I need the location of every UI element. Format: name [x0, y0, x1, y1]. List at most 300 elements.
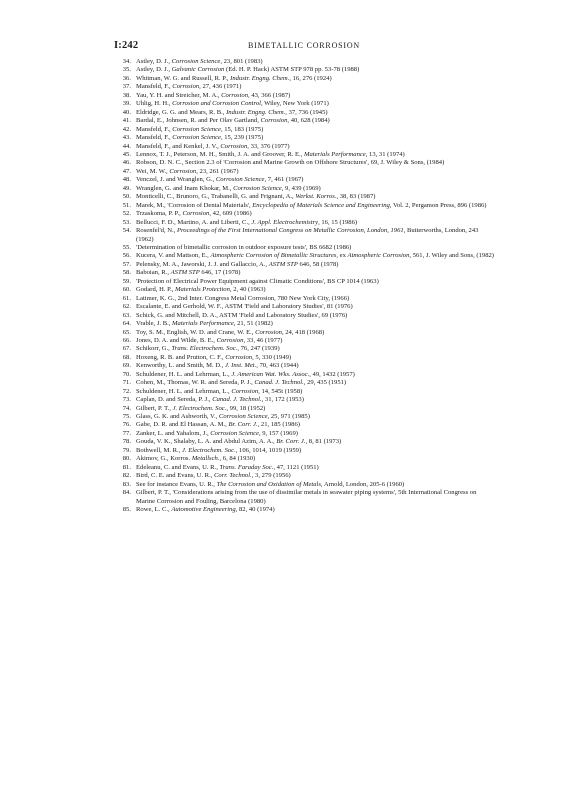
reference-source-title: Proceedings of the First International Congress on Metallic Corrosion, London, 1961: [176, 227, 404, 235]
reference-source-title: Metallsch.: [191, 455, 220, 463]
reference-text-segment: Mansfeld, F.,: [136, 134, 173, 142]
reference-text-segment: Latimer, K. G., 2nd Inter. Congress Metal Corrosion, 780 New York City, (1966): [136, 294, 350, 302]
reference-number: 76.: [122, 421, 131, 429]
reference-text: [136, 227, 496, 244]
reference-number: 60.: [122, 286, 131, 294]
reference-number: 62.: [122, 303, 131, 311]
reference-text: [136, 210, 496, 218]
reference-text-segment: Mansfeld, F.,: [136, 83, 173, 91]
reference-source-title: J. Appl. Electrochemistry: [251, 218, 319, 226]
reference-number: 82.: [122, 472, 131, 480]
reference-source-title: J. Electrochem. Soc.: [172, 404, 227, 412]
reference-text-segment: Bellucci, F. D., Martino, A. and Liberti, C.,: [136, 218, 252, 226]
reference-number: 38.: [122, 91, 131, 99]
reference-text-segment: Bothwell, M. R.,: [136, 446, 182, 454]
reference-text: [136, 354, 496, 362]
reference-text-segment: , 13, 31 (1974): [365, 150, 405, 158]
reference-number: 51.: [122, 201, 131, 209]
reference-source-title: Corrosion Science: [218, 413, 268, 421]
reference-item: [114, 430, 496, 438]
reference-text-segment: Gilbert, P. T., 'Considerations arising from the use of dissimilar metals in seawater piping systems', 5th International Congress on Marine Corrosion and Fouling, Barcelona (1980): [136, 489, 477, 505]
reference-source-title: Br. Corr. J.: [276, 438, 306, 446]
reference-text: [136, 295, 496, 303]
reference-text-segment: Schuldener, H. L. and Lehrman, L.,: [136, 387, 232, 395]
reference-text-segment: Bird, C. E. and Evans, U. R.,: [136, 472, 215, 480]
reference-text-segment: , 14, 545t (1958): [258, 387, 303, 395]
reference-source-title: Canad. J. Technol.: [254, 379, 304, 387]
reference-text: [136, 455, 496, 463]
reference-text-segment: Wranglen, G. and Inam Khokar, M.,: [136, 184, 234, 192]
reference-source-title: Trans. Faraday Soc.: [219, 463, 274, 471]
reference-item: [114, 117, 496, 125]
reference-number: 43.: [122, 134, 131, 142]
reference-number: 84.: [122, 489, 131, 497]
reference-number: 58.: [122, 269, 131, 277]
reference-text: [136, 92, 496, 100]
reference-text-segment: 'Determination of bimetallic corrosion in outdoor exposure tests', BS 6682 (1986): [136, 243, 352, 251]
reference-text-segment: Uhlig, H. H.,: [136, 100, 173, 108]
reference-text: [136, 168, 496, 176]
page-header: [114, 40, 494, 54]
reference-text-segment: Gouda, V. K., Shalaby, L. A. and Abdul Azim, A. A.,: [136, 438, 277, 446]
reference-text-segment: , 33, 46 (1977): [243, 336, 283, 344]
reference-text-segment: , Arnold, London, 205-6 (1960): [320, 480, 405, 488]
reference-text-segment: , 5, 330 (1949): [252, 353, 292, 361]
reference-text-segment: Trzaskoma, P. P.,: [136, 210, 183, 218]
reference-number: 56.: [122, 252, 131, 260]
reference-item: [114, 210, 496, 218]
reference-source-title: J. Inst. Met.: [224, 362, 257, 370]
reference-source-title: Automotive Engineering: [171, 506, 236, 514]
reference-source-title: Galvanic Corrosion: [171, 66, 225, 74]
reference-item: [114, 371, 496, 379]
reference-item: [114, 295, 496, 303]
reference-number: 46.: [122, 159, 131, 167]
reference-item: [114, 472, 496, 480]
reference-text: [136, 320, 496, 328]
reference-text: [136, 66, 496, 74]
reference-text-segment: , 21, 51 (1982): [233, 320, 273, 328]
reference-number: 53.: [122, 218, 131, 226]
reference-text-segment: Rosenfel'd, N.,: [136, 227, 177, 235]
reference-source-title: Atmospheric Corrosion of Bimetallic Structures: [210, 252, 337, 260]
reference-item: [114, 58, 496, 66]
reference-text-segment: , 27, 436 (1971): [199, 83, 242, 91]
reference-text-segment: , 40, 628 (1984): [287, 117, 330, 125]
reference-number: 41.: [122, 117, 131, 125]
reference-source-title: Corrosion and Corrosion Control: [172, 100, 261, 108]
reference-item: [114, 396, 496, 404]
reference-text-segment: Mansfeld, F.,: [136, 125, 173, 133]
reference-text: [136, 489, 496, 506]
reference-number: 64.: [122, 320, 131, 328]
reference-number: 69.: [122, 362, 131, 370]
reference-number: 63.: [122, 311, 131, 319]
reference-source-title: Canad. J. Technol.: [212, 396, 262, 404]
reference-source-title: Corrosion: [182, 210, 210, 218]
reference-text: [136, 126, 496, 134]
reference-text-segment: Baboian, R.,: [136, 269, 171, 277]
reference-item: [114, 134, 496, 142]
reference-item: [114, 447, 496, 455]
reference-number: 34.: [122, 58, 131, 65]
reference-item: [114, 489, 496, 506]
reference-text-segment: Schikorr, G.,: [136, 345, 172, 353]
reference-text-segment: Godard, H. P.,: [136, 286, 176, 294]
reference-text-segment: Caplan, D. and Sereda, P. J.,: [136, 396, 213, 404]
reference-text-segment: Rowe, L. C.,: [136, 506, 172, 514]
reference-text-segment: Monticelli, C., Brunoro, G., Trabanelli, G. and Frignani, A.,: [136, 193, 296, 201]
reference-item: [114, 481, 496, 489]
reference-text-segment: Glass, G. K. and Ashworth, V.,: [136, 413, 219, 421]
reference-source-title: Corrosion Science: [210, 429, 259, 437]
reference-item: [114, 337, 496, 345]
reference-source-title: J. Electrochem. Soc.: [181, 446, 236, 454]
reference-text-segment: 646, 58 (1978): [297, 260, 339, 268]
reference-number: 73.: [122, 396, 131, 404]
reference-text: [136, 261, 496, 269]
reference-text-segment: , 9, 439 (1969): [281, 184, 321, 192]
reference-text-segment: Hoxeng, R. B. and Prutton, C. F.,: [136, 353, 226, 361]
reference-text: [136, 405, 496, 413]
reference-text: [136, 244, 496, 252]
reference-number: 49.: [122, 184, 131, 192]
reference-text-segment: Pelensky, M. A., Jaworski, J. J. and Gallaccio, A.,: [136, 260, 269, 268]
reference-text-segment: , 29, 435 (1951): [303, 379, 347, 387]
reference-item: [114, 362, 496, 370]
reference-text-segment: , 25, 971 (1985): [267, 413, 310, 421]
reference-text-segment: See for instance Evans, U. R.,: [136, 480, 217, 488]
reference-text: [136, 472, 496, 480]
reference-source-title: Corrosion Science: [233, 184, 282, 192]
reference-text: [136, 185, 496, 193]
reference-number: 74.: [122, 404, 131, 412]
reference-number: 37.: [122, 83, 131, 91]
reference-source-title: Materials Protection: [175, 286, 230, 294]
reference-text: [136, 219, 496, 227]
reference-text-segment: , 76, 247 (1939): [237, 345, 280, 353]
reference-item: [114, 354, 496, 362]
reference-item: [114, 506, 496, 514]
reference-item: [114, 219, 496, 227]
reference-number: 55.: [122, 243, 131, 251]
reference-source-title: Werkst. Korros.: [295, 193, 337, 201]
reference-text-segment: , 2, 40 (1963): [229, 286, 266, 294]
reference-text: [136, 58, 496, 66]
reference-text: [136, 159, 496, 167]
reference-source-title: Atmospheric Corrosion: [347, 252, 410, 260]
reference-text-segment: , 23, 261 (1967): [196, 167, 239, 175]
reference-number: 83.: [122, 480, 131, 488]
reference-number: 70.: [122, 370, 131, 378]
reference-item: [114, 438, 496, 446]
reference-source-title: Corrosion: [225, 353, 253, 361]
reference-source-title: Trans. Electrochem. Soc.: [171, 345, 238, 353]
reference-text-segment: (Ed. H. P. Hack) ASTM STP 978 pp. 53-78 (1988): [224, 66, 360, 74]
reference-text-segment: Kenworthy, L. and Smith, M. D.,: [136, 362, 225, 370]
reference-item: [114, 252, 496, 260]
reference-number: 67.: [122, 345, 131, 353]
reference-text: [136, 413, 496, 421]
reference-item: [114, 379, 496, 387]
reference-list: [114, 58, 496, 514]
reference-text-segment: Gabe, D. R. and El Hassan, A. M.,: [136, 421, 229, 429]
reference-source-title: Corrosion: [220, 142, 248, 150]
reference-item: [114, 286, 496, 294]
reference-text-segment: , 15, 183 (1975): [220, 125, 264, 133]
reference-item: [114, 303, 496, 311]
reference-text: [136, 329, 496, 337]
reference-source-title: Corrosion Science: [172, 134, 221, 142]
reference-text: [136, 481, 496, 489]
reference-text-segment: , 31, 172 (1953): [261, 396, 304, 404]
reference-source-title: Corrosion: [255, 328, 282, 336]
reference-text-segment: , 8, 81 (1973): [305, 438, 342, 446]
reference-text-segment: Schuldener, H. L. and Lehrman, L.,: [136, 370, 232, 378]
reference-text-segment: , 6, 84 (1930): [219, 455, 256, 463]
reference-item: [114, 455, 496, 463]
reference-text-segment: Eldridge, G. G. and Mears, R. B.,: [136, 108, 227, 116]
reference-text-segment: , 47, 1121 (1951): [273, 463, 319, 471]
reference-number: 52.: [122, 210, 131, 218]
reference-text: [136, 371, 496, 379]
reference-text: [136, 75, 496, 83]
reference-text-segment: Yau, Y. H. and Streicher, M. A.,: [136, 91, 222, 99]
reference-text: [136, 100, 496, 108]
reference-text: [136, 193, 496, 201]
reference-source-title: Corr. Technol.: [214, 472, 252, 480]
reference-number: 68.: [122, 353, 131, 361]
reference-text-segment: , 16, 15 (1986): [318, 218, 358, 226]
reference-text-segment: Bardal, E., Johnsen, R. and Per Olav Gartland,: [136, 117, 261, 125]
reference-number: 47.: [122, 167, 131, 175]
reference-text: [136, 176, 496, 184]
reference-text-segment: , 82, 40 (1974): [235, 506, 275, 514]
reference-item: [114, 83, 496, 91]
reference-text: [136, 379, 496, 387]
reference-text-segment: Akimov, G., Korros.: [136, 455, 192, 463]
reference-text: [136, 134, 496, 142]
reference-item: [114, 269, 496, 277]
reference-text: [136, 447, 496, 455]
reference-item: [114, 168, 496, 176]
reference-text: [136, 312, 496, 320]
reference-number: 36.: [122, 74, 131, 82]
reference-text-segment: , Butterworths, London, 243 (1962): [136, 227, 479, 243]
reference-text-segment: Mansfeld, F., and Kenkel, J. V.,: [136, 142, 221, 150]
reference-text: [136, 252, 496, 260]
reference-number: 54.: [122, 227, 131, 235]
reference-text-segment: , 15, 239 (1975): [220, 134, 264, 142]
reference-source-title: Corrosion: [260, 117, 288, 125]
reference-item: [114, 227, 496, 244]
reference-item: [114, 159, 496, 167]
page-number: I:242: [114, 40, 139, 51]
reference-text: [136, 396, 496, 404]
reference-number: 65.: [122, 328, 131, 336]
reference-text-segment: Astley, D. J.,: [136, 58, 172, 65]
reference-source-title: ASTM STP: [268, 260, 298, 268]
reference-source-title: Corrosion: [172, 83, 200, 91]
reference-text-segment: , 9, 157 (1969): [258, 429, 298, 437]
reference-number: 45.: [122, 150, 131, 158]
reference-text-segment: , 38, 83 (1987): [336, 193, 376, 201]
reference-text-segment: 'Protection of Electrical Power Equipment against Climatic Conditions', BS CP 1014 (1963): [136, 277, 379, 285]
reference-text-segment: , 3, 279 (1956): [251, 472, 291, 480]
reference-item: [114, 66, 496, 74]
reference-source-title: Corrosion: [221, 91, 249, 99]
reference-source-title: Encyclopedia of Materials Science and Engineering: [252, 201, 390, 209]
reference-text-segment: Astley, D. J.,: [136, 66, 172, 74]
reference-source-title: Materials Performance: [172, 320, 234, 328]
reference-number: 50.: [122, 193, 131, 201]
reference-item: [114, 388, 496, 396]
reference-text: [136, 109, 496, 117]
reference-item: [114, 464, 496, 472]
reference-item: [114, 329, 496, 337]
reference-text-segment: 646, 17 (1978): [199, 269, 241, 277]
reference-text-segment: , Vol. 2, Pergamon Press, 896 (1986): [389, 201, 487, 209]
reference-number: 75.: [122, 413, 131, 421]
reference-text-segment: , 21, 185 (1986): [257, 421, 300, 429]
running-title: BIMETALLIC CORROSION: [247, 41, 361, 50]
reference-item: [114, 345, 496, 353]
reference-text: [136, 269, 496, 277]
reference-number: 72.: [122, 387, 131, 395]
reference-item: [114, 278, 496, 286]
reference-source-title: Industr. Engng. Chem.: [226, 108, 286, 116]
reference-text: [136, 117, 496, 125]
reference-text-segment: Jones, D. A. and Wilde, B. E.,: [136, 336, 217, 344]
reference-text: [136, 143, 496, 151]
reference-item: [114, 92, 496, 100]
reference-text: [136, 430, 496, 438]
reference-item: [114, 312, 496, 320]
reference-text-segment: , 33, 376 (1977): [247, 142, 290, 150]
reference-item: [114, 126, 496, 134]
reference-text-segment: Escalante, E. and Gerhold, W. F., ASTM 'Field and Laboratory Studies', 81 (1976): [136, 303, 353, 311]
reference-text-segment: Zanker, L. and Yahalom, J.,: [136, 429, 211, 437]
reference-number: 59.: [122, 277, 131, 285]
reference-text: [136, 506, 496, 514]
reference-number: 35.: [122, 66, 131, 74]
reference-number: 48.: [122, 176, 131, 184]
reference-text-segment: Venczel, J. and Wranglen, G.,: [136, 176, 216, 184]
reference-text-segment: Wei, M. W.,: [136, 167, 170, 175]
reference-text-segment: , 24, 418 (1968): [281, 328, 325, 336]
reference-text: [136, 151, 496, 159]
reference-item: [114, 75, 496, 83]
reference-number: 66.: [122, 336, 131, 344]
reference-text: [136, 83, 496, 91]
reference-source-title: J. American Wat. Wks. Assoc.: [231, 370, 310, 378]
reference-item: [114, 202, 496, 210]
reference-item: [114, 176, 496, 184]
reference-text-segment: , 43, 366 (1987): [248, 91, 291, 99]
reference-source-title: Corrosion Science: [215, 176, 265, 184]
reference-source-title: Materials Performance: [304, 150, 366, 158]
reference-text-segment: Toy, S. M., English, W. D. and Crane, W. E.,: [136, 328, 256, 336]
reference-item: [114, 320, 496, 328]
reference-item: [114, 100, 496, 108]
reference-item: [114, 413, 496, 421]
reference-number: 77.: [122, 429, 131, 437]
reference-text-segment: Robson, D. N. C., Section 2.3 of 'Corrosion and Marine Growth on Offshore Structures', 69, J. Wiley & Sons, (1984): [136, 159, 445, 167]
reference-number: 40.: [122, 108, 131, 116]
reference-text-segment: Schick, G. and Mitchell, D. A., ASTM 'Field and Laboratory Studies', 69 (1976): [136, 311, 348, 319]
reference-source-title: Corrosion Science: [171, 58, 221, 65]
reference-text-segment: , 99, 18 (1952): [226, 404, 266, 412]
reference-number: 44.: [122, 142, 131, 150]
reference-text-segment: , 7, 461 (1967): [264, 176, 304, 184]
reference-item: [114, 109, 496, 117]
reference-text: [136, 464, 496, 472]
reference-text-segment: Vrable, J. B.,: [136, 320, 173, 328]
reference-number: 85.: [122, 506, 131, 514]
reference-text-segment: , 23, 801 (1983): [220, 58, 263, 65]
reference-item: [114, 185, 496, 193]
reference-source-title: Corrosion Science: [172, 125, 221, 133]
reference-source-title: The Corrosion and Oxidation of Metals: [216, 480, 321, 488]
reference-text-segment: , 561, J. Wiley and Sons, (1982): [409, 252, 495, 260]
reference-text: [136, 303, 496, 311]
reference-source-title: Corrosion: [231, 387, 259, 395]
reference-text-segment: Lennox, T. J., Peterson, M. H., Smith, J. A. and Groover, R. E.,: [136, 150, 304, 158]
reference-source-title: Corrosion: [216, 336, 244, 344]
reference-text: [136, 438, 496, 446]
reference-text-segment: Gilbert, P. T.,: [136, 404, 173, 412]
reference-number: 57.: [122, 260, 131, 268]
reference-source-title: Corrosion: [169, 167, 197, 175]
reference-text-segment: , 16, 276 (1924): [289, 74, 332, 82]
reference-text-segment: Edeleanu, C. and Evans, U. R.,: [136, 463, 220, 471]
reference-number: 61.: [122, 294, 131, 302]
reference-text: [136, 388, 496, 396]
reference-item: [114, 244, 496, 252]
reference-text-segment: , 49, 1432 (1957): [309, 370, 355, 378]
reference-text: [136, 337, 496, 345]
reference-text: [136, 345, 496, 353]
reference-item: [114, 151, 496, 159]
reference-number: 42.: [122, 125, 131, 133]
reference-text: [136, 421, 496, 429]
reference-number: 81.: [122, 463, 131, 471]
reference-item: [114, 261, 496, 269]
reference-text-segment: , 70, 463 (1944): [256, 362, 299, 370]
reference-number: 78.: [122, 438, 131, 446]
reference-text-segment: , 42, 609 (1986): [209, 210, 252, 218]
reference-text-segment: Whitman, W. G. and Russell, R. P.,: [136, 74, 231, 82]
reference-number: 80.: [122, 455, 131, 463]
reference-text: [136, 286, 496, 294]
reference-item: [114, 193, 496, 201]
reference-number: 79.: [122, 446, 131, 454]
reference-number: 71.: [122, 379, 131, 387]
reference-text: [136, 362, 496, 370]
reference-item: [114, 405, 496, 413]
reference-text-segment: , ex: [336, 252, 348, 260]
reference-source-title: Industr. Engng. Chem.: [230, 74, 290, 82]
reference-text-segment: , 106, 1014, 1019 (1959): [235, 446, 302, 454]
reference-text-segment: Cohen, M., Thomas, W. R. and Sereda, P. J.,: [136, 379, 255, 387]
reference-source-title: ASTM STP: [170, 269, 200, 277]
reference-number: 39.: [122, 100, 131, 108]
reference-text-segment: Kucera, V. and Mattson, E.,: [136, 252, 211, 260]
reference-source-title: Br. Corr. J.: [228, 421, 258, 429]
reference-item: [114, 143, 496, 151]
reference-text-segment: , Wiley, New York (1971): [260, 100, 329, 108]
reference-text-segment: Marek, M., 'Corrosion of Dental Materials',: [136, 201, 253, 209]
